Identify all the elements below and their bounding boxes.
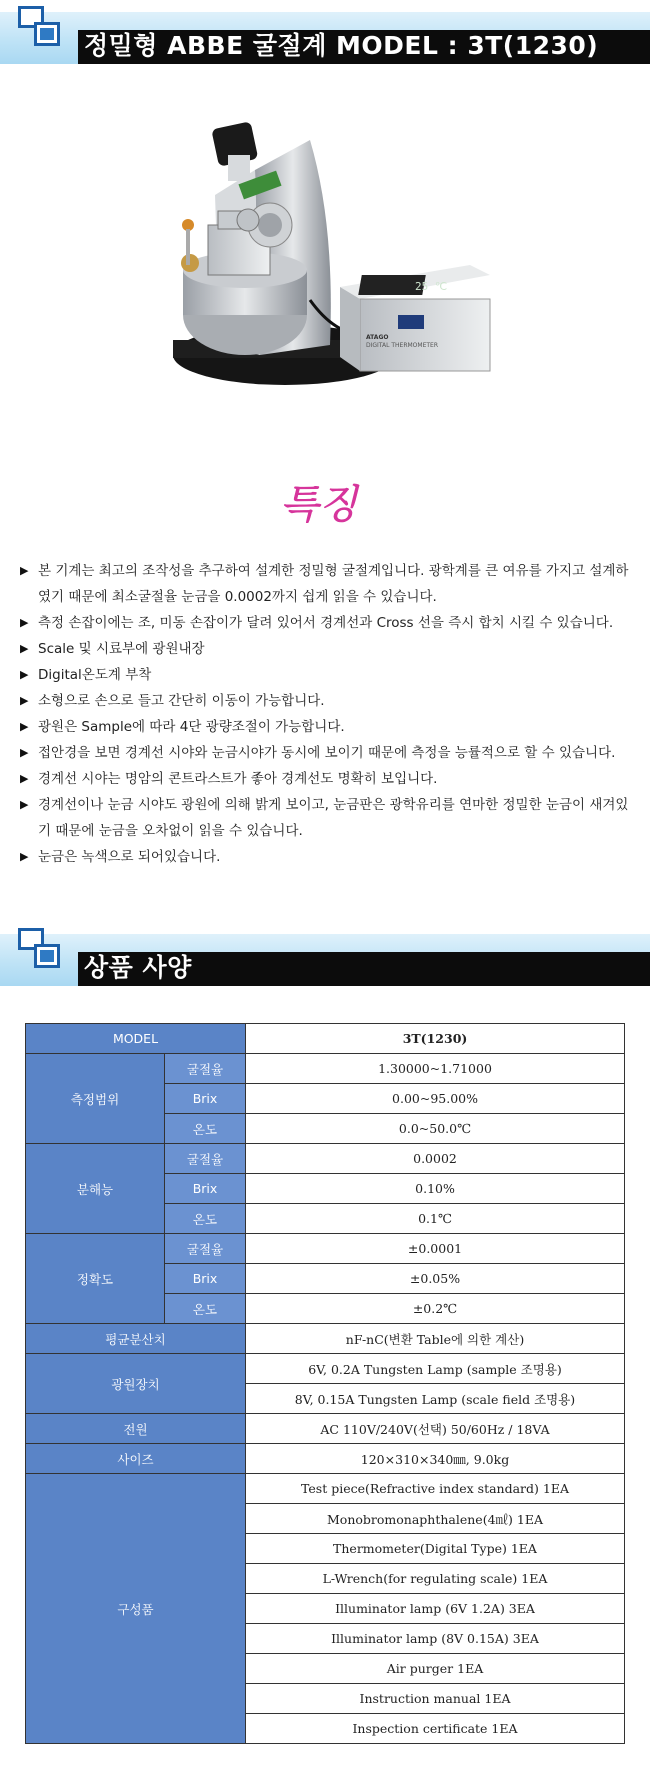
refractometer-product-image [160, 115, 500, 445]
component-item: Instruction manual 1EA [246, 1684, 625, 1714]
spec-sub-label: 온도 [165, 1294, 246, 1324]
feature-item: ▶ 광원은 Sample에 따라 4단 광량조절이 가능합니다. [18, 714, 638, 740]
light-label: 광원장치 [26, 1354, 246, 1414]
svg-text:특징: 특징 [280, 482, 358, 528]
component-item: Inspection certificate 1EA [246, 1714, 625, 1744]
component-item: Illuminator lamp (8V 0.15A) 3EA [246, 1624, 625, 1654]
table-row [26, 1144, 625, 1174]
table-row [26, 1054, 625, 1084]
spec-sub-label: 온도 [165, 1204, 246, 1234]
spec-sub-label: 온도 [165, 1114, 246, 1144]
power-label: 전원 [26, 1414, 246, 1444]
spec-sub-label: 굴절율 [165, 1234, 246, 1264]
spec-value: 1.30000~1.71000 [246, 1054, 625, 1084]
spec-sub-label: Brix [165, 1084, 246, 1114]
feature-list [18, 558, 638, 870]
size-label: 사이즈 [26, 1444, 246, 1474]
feature-item: ▶ 접안경을 보면 경계선 시야와 눈금시야가 동시에 보이기 때문에 측정을 능률적으로 할 수 있습니다. [18, 740, 638, 766]
table-row [26, 1324, 625, 1354]
spec-value: ±0.05% [246, 1264, 625, 1294]
spec-value: 0.1℃ [246, 1204, 625, 1234]
feature-item: ▶ Scale 및 시료부에 광원내장 [18, 636, 638, 662]
light-value: 8V, 0.15A Tungsten Lamp (scale field 조명용) [246, 1384, 625, 1414]
model-value: 3T(1230) [246, 1024, 625, 1054]
table-row [26, 1444, 625, 1474]
accuracy-label: 정확도 [26, 1234, 165, 1324]
resolution-label: 분해능 [26, 1144, 165, 1234]
thermometer-label: DIGITAL THERMOMETER [366, 342, 438, 349]
feature-item: ▶ Digital온도계 부착 [18, 662, 638, 688]
component-item: Test piece(Refractive index standard) 1EA [246, 1474, 625, 1504]
table-row [26, 1474, 625, 1504]
product-title: 정밀형 ABBE 굴절계 MODEL : 3T(1230) [84, 31, 599, 60]
spec-table [25, 1023, 625, 1744]
section-logo-icon [18, 928, 66, 976]
spec-value: 0.0~50.0℃ [246, 1114, 625, 1144]
size-value: 120×310×340㎜, 9.0kg [246, 1444, 625, 1474]
spec-value: 0.10% [246, 1174, 625, 1204]
feature-item: ▶ 측정 손잡이에는 조, 미동 손잡이가 달려 있어서 경계선과 Cross 선을 즉시 합치 시킬 수 있습니다. [18, 610, 638, 636]
spec-value: 0.0002 [246, 1144, 625, 1174]
spec-value: 0.00~95.00% [246, 1084, 625, 1114]
light-value: 6V, 0.2A Tungsten Lamp (sample 조명용) [246, 1354, 625, 1384]
spec-sub-label: Brix [165, 1264, 246, 1294]
feature-item: ▶ 경계선이나 눈금 시야도 광원에 의해 밝게 보이고, 눈금판은 광학유리를 연마한 정밀한 눈금이 새겨있기 때문에 눈금을 오차없이 읽을 수 있습니다. [18, 792, 638, 844]
component-item: Air purger 1EA [246, 1654, 625, 1684]
dispersion-label: 평균분산치 [26, 1324, 246, 1354]
components-label: 구성품 [26, 1474, 246, 1744]
table-row [26, 1354, 625, 1384]
spec-value: ±0.2℃ [246, 1294, 625, 1324]
spec-value: ±0.0001 [246, 1234, 625, 1264]
model-label: MODEL [26, 1024, 246, 1054]
table-row [26, 1234, 625, 1264]
product-title-header [0, 2, 650, 64]
feature-item: ▶ 경계선 시야는 명암의 콘트라스트가 좋아 경계선도 명확히 보입니다. [18, 766, 638, 792]
spec-header [0, 924, 650, 986]
power-value: AC 110V/240V(선택) 50/60Hz / 18VA [246, 1414, 625, 1444]
spec-title: 상품 사양 [84, 953, 192, 982]
component-item: L-Wrench(for regulating scale) 1EA [246, 1564, 625, 1594]
spec-sub-label: 굴절율 [165, 1144, 246, 1174]
component-item: Thermometer(Digital Type) 1EA [246, 1534, 625, 1564]
section-logo-icon [18, 6, 66, 54]
spec-sub-label: 굴절율 [165, 1054, 246, 1084]
feature-heading [270, 470, 380, 540]
component-item: Monobromonaphthalene(4㎖) 1EA [246, 1504, 625, 1534]
spec-sub-label: Brix [165, 1174, 246, 1204]
feature-item: ▶ 소형으로 손으로 들고 간단히 이동이 가능합니다. [18, 688, 638, 714]
feature-item: ▶ 본 기계는 최고의 조작성을 추구하여 설계한 정밀형 굴절계입니다. 광학계를 큰 여유를 가지고 설계하였기 때문에 최소굴절율 눈금을 0.0002까지 쉽게 읽을 수 있습니다. [18, 558, 638, 610]
table-row [26, 1414, 625, 1444]
thermometer-display: 25 ℃ [415, 280, 448, 293]
dispersion-value: nF-nC(변환 Table에 의한 계산) [246, 1324, 625, 1354]
range-label: 측정범위 [26, 1054, 165, 1144]
feature-item: ▶ 눈금은 녹색으로 되어있습니다. [18, 844, 638, 870]
table-row [26, 1024, 625, 1054]
component-item: Illuminator lamp (6V 1.2A) 3EA [246, 1594, 625, 1624]
brand-label: ATAGO [366, 334, 389, 341]
